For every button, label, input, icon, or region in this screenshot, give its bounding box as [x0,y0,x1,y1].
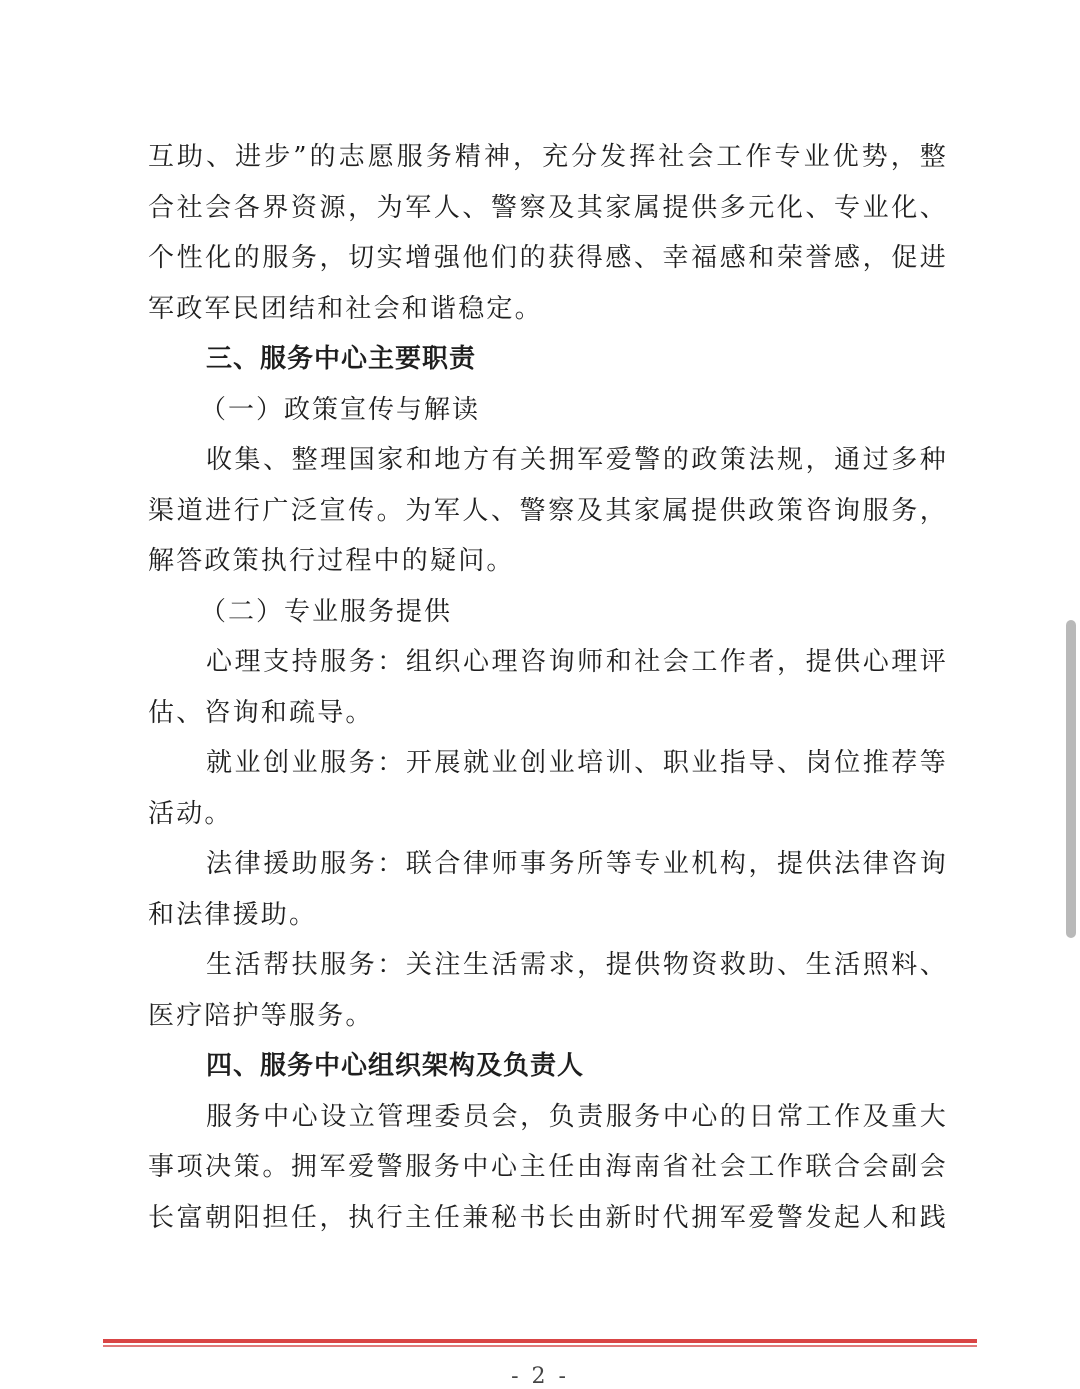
footer-rule-thin [103,1345,977,1347]
paragraph-line: 心理支持服务：组织心理咨询师和社会工作者，提供心理评 [206,647,948,677]
paragraph-line: 渠道进行广泛宣传。为军人、警察及其家属提供政策咨询服务， [148,495,948,526]
paragraph-line: 服务中心设立管理委员会，负责服务中心的日常工作及重大 [206,1101,948,1132]
section-heading: 三、服务中心主要职责 [206,344,477,374]
paragraph-line: 长富朝阳担任，执行主任兼秘书长由新时代拥军爱警发起人和践 [148,1202,948,1233]
paragraph-line: 互助、进步”的志愿服务精神，充分发挥社会工作专业优势，整 [148,142,948,172]
paragraph-line: 合社会各界资源，为军人、警察及其家属提供多元化、专业化、 [148,192,948,223]
paragraph-line: 个性化的服务，切实增强他们的获得感、幸福感和荣誉感，促进 [148,243,948,273]
section-heading: 四、服务中心组织架构及负责人 [206,1051,585,1081]
paragraph-line: 活动。 [148,798,233,829]
paragraph-line: 军政军民团结和社会和谐稳定。 [148,293,543,324]
paragraph-line: 和法律援助。 [148,899,318,930]
scrollbar-thumb[interactable] [1066,620,1076,938]
subsection-heading: （二）专业服务提供 [200,596,453,627]
paragraph-line: 就业创业服务：开展就业创业培训、职业指导、岗位推荐等 [206,748,948,778]
paragraph-line: 估、咨询和疏导。 [148,697,374,728]
document-body [148,132,948,1243]
page-number: - 2 - [511,1364,569,1389]
paragraph-line: 事项决策。拥军爱警服务中心主任由海南省社会工作联合会副会 [148,1152,948,1182]
footer-rule-thick [103,1339,977,1343]
paragraph-line: 收集、整理国家和地方有关拥军爱警的政策法规，通过多种 [206,445,948,475]
paragraph-line: 生活帮扶服务：关注生活需求，提供物资救助、生活照料、 [206,950,948,980]
subsection-heading: （一）政策宣传与解读 [200,394,481,425]
paragraph-line: 医疗陪护等服务。 [148,1000,374,1031]
paragraph-line: 法律援助服务：联合律师事务所等专业机构，提供法律咨询 [206,849,948,879]
paragraph-line: 解答政策执行过程中的疑问。 [148,546,515,576]
